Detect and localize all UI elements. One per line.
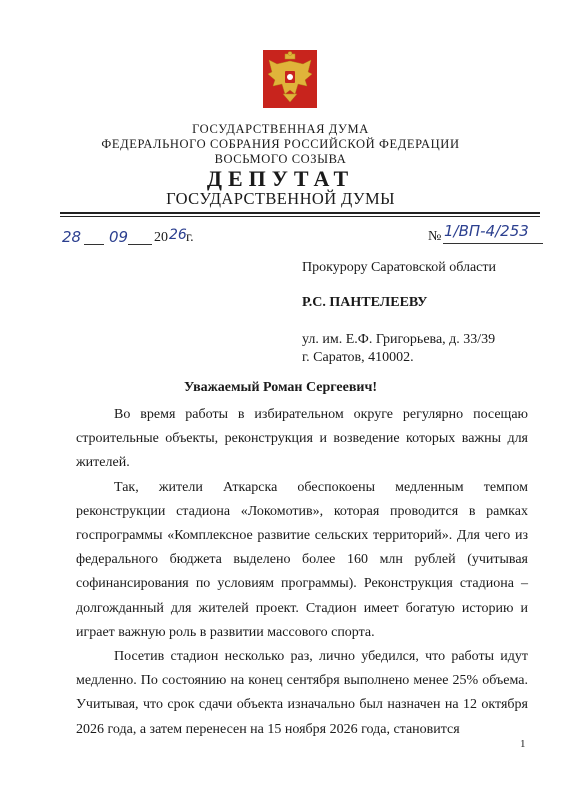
date-year-prefix: 20 [154,230,168,245]
greeting: Уважаемый Роман Сергеевич! [183,380,378,395]
date-underline-1 [84,244,104,245]
recipient-address-street: ул. им. Е.Ф. Григорьева, д. 33/39 [302,332,496,347]
letter-body [76,403,528,742]
paragraph: Так, жители Аткарска обеспокоены медленным темпом реконструкции стадиона «Локомотив», которая проводится в рамках госпрограммы «Комплексное развитие сельских территорий». Для чего из федерального бюджета выделено более 160 млн рублей (учитывая софинансирования по условиям программы). Реконструкция стадиона – долгожданный для жителей проект. Стадион имеет богатую историю и играет важную роль в развитии массового спорта. [76,479,528,640]
header-line-convocation: ВОСЬМОГО СОЗЫВА [214,152,347,166]
date-month: 09 [109,228,129,246]
paragraph: Во время работы в избирательном округе регулярно посещаю строительные объекты, реконструкция и возведение которых важны для жителей. [76,407,528,471]
page-number: 1 [520,738,526,750]
outgoing-number [428,222,548,246]
number-value: 1/ВП-4/253 [444,222,529,240]
number-underline [443,243,543,244]
recipient-position: Прокурору Саратовской области [302,260,496,275]
header-line-assembly: ФЕДЕРАЛЬНОГО СОБРАНИЯ РОССИЙСКОЙ ФЕДЕРАЦИИ [101,137,460,151]
date-day: 28 [62,228,82,246]
paragraph: Посетив стадион несколько раз, лично убедился, что работы идут медленно. По состоянию на конец сентября выполнено менее 25% объема. Учитывая, что срок сдачи объекта изначально был назначен на 12 октября 2026 года, а затем перенесен на 15 ноября 2026 года, становится [76,649,528,737]
coat-of-arms-icon [263,50,317,108]
date-field [62,228,242,248]
date-year-suffix: 26 [169,227,187,243]
header-rule-thick [60,212,540,214]
recipient-name: Р.С. ПАНТЕЛЕЕВУ [302,295,428,310]
header-subtitle: ГОСУДАРСТВЕННОЙ ДУМЫ [166,189,395,208]
recipient-address-city: г. Саратов, 410002. [302,350,414,365]
date-suffix: г. [186,230,194,245]
number-label: № [428,229,442,244]
header-title: ДЕПУТАТ [206,166,355,191]
header-rule-thin [60,216,540,217]
header-line-duma: ГОСУДАРСТВЕННАЯ ДУМА [192,122,369,136]
date-underline-2 [128,244,152,245]
